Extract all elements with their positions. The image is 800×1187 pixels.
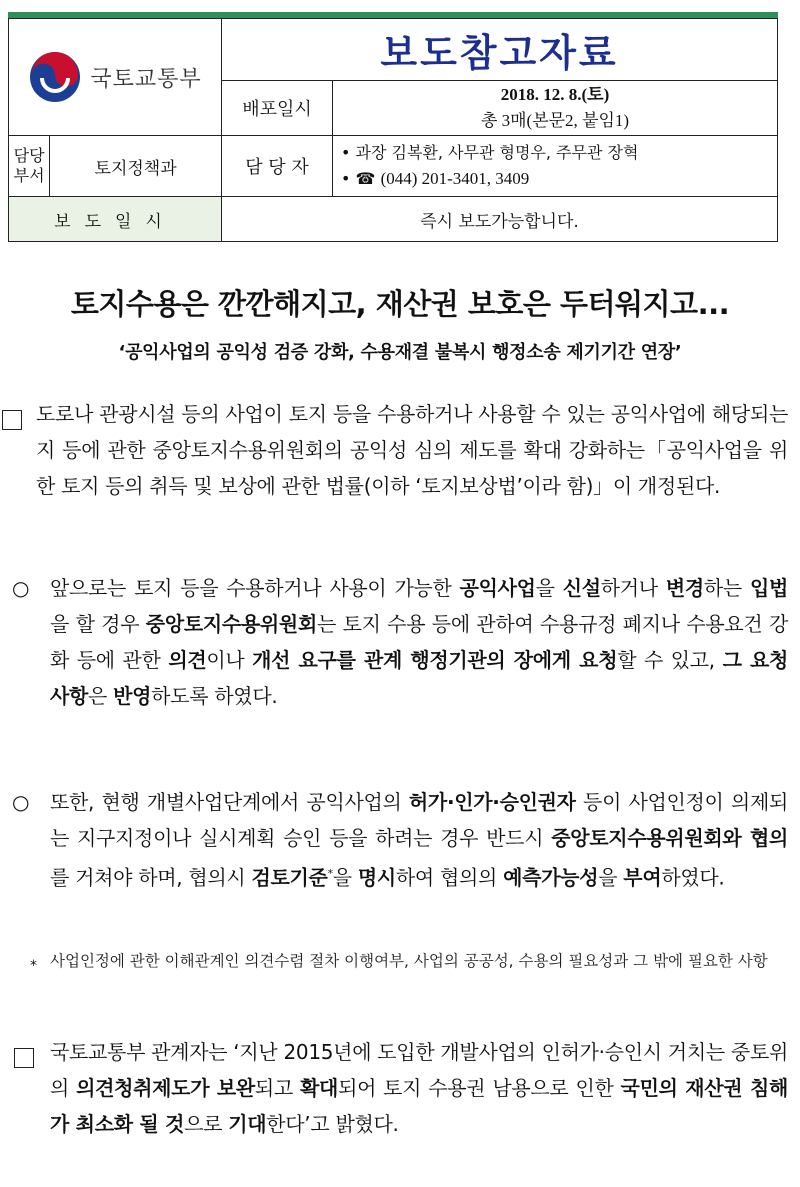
dist-date: 2018. 12. 8.(토) <box>500 84 610 104</box>
headline: 토지수용은 깐깐해지고, 재산권 보호은 두터워지고... <box>70 287 730 321</box>
body-paragraph-2: 앞으로는 토지 등을 수용하거나 사용이 가능한 공익사업을 신설하거나 변경하는 입법을 할 경우 중앙토지수용위원회는 토지 수용 등에 관하여 수용규정 폐지나 수용요건 강화 등에 관한 의견이나 개선 요구를 관계 행정기관의 장에게 요청할 수 있고, 그 요청 사항은 반영하도록 하였다. <box>50 576 788 708</box>
square-bullet-icon <box>14 1048 34 1068</box>
doc-type-cell <box>222 19 778 81</box>
contact-label: 담 당 자 <box>222 136 333 197</box>
ministry-name: 국토교통부 <box>90 65 202 91</box>
dept-name: 토지정책과 <box>50 136 222 197</box>
footnote: 사업인정에 관한 이해관계인 의견수렴 절차 이행여부, 사업의 공공성, 수용의 필요성과 그 밖에 필요한 사항 <box>50 952 768 970</box>
dept-label: 담당 부서 <box>9 136 50 197</box>
release-value: 즉시 보도가능합니다. <box>222 197 778 242</box>
dist-label: 배포일시 <box>222 80 333 135</box>
korea-taegeuk-logo-icon <box>28 50 82 104</box>
ministry-logo-cell <box>9 19 222 136</box>
contact-people: • 과장 김복환, 사무관 형명우, 주무관 장혁 <box>341 143 639 162</box>
body-paragraph-4: 국토교통부 관계자는 ‘지난 2015년에 도입한 개발사업의 인허가·승인시 거치는 중토위의 의견청취제도가 보완되고 확대되어 토지 수용권 남용으로 인한 국민의 재산권 침해가 최소화 될 것으로 기대한다’고 밝혔다. <box>50 1040 789 1136</box>
circle-bullet-icon: ○ <box>12 790 30 814</box>
subheadline: ‘공익사업의 공익성 검증 강화, 수용재결 불복시 행정소송 제기기간 연장’ <box>118 342 682 363</box>
square-bullet-icon <box>2 410 22 430</box>
contact-phone: (044) 201-3401, 3409 <box>380 169 530 188</box>
doc-type-title: 보도참고자료 <box>380 30 619 75</box>
phone-icon: ☎ <box>355 169 376 188</box>
body-paragraph-3: 또한, 현행 개별사업단계에서 공익사업의 허가·인가·승인권자 등이 사업인정이 의제되는 지구지정이나 실시계획 승인 등을 하려는 경우 반드시 중앙토지수용위원회와 협의를 거쳐야 하며, 협의시 검토기준*을 명시하여 협의의 예측가능성을 부여하였다. <box>50 790 788 890</box>
dist-date-cell <box>333 80 778 135</box>
release-label: 보도일시 <box>9 197 222 242</box>
footnote-mark: * <box>30 958 37 974</box>
body-paragraph-1: 도로나 관광시설 등의 사업이 토지 등을 수용하거나 사용할 수 있는 공익사업에 해당되는지 등에 관한 중앙토지수용위원회의 공익성 심의 제도를 확대 강화하는「공익사업을 위한 토지 등의 취득 및 보상에 관한 법률(이하 ‘토지보상법’이라 함)」이 개정된다. <box>36 402 788 498</box>
press-header-table <box>8 18 778 242</box>
contact-info: • 과장 김복환, 사무관 형명우, 주무관 장혁 • ☎ (044) 201-3401, 3409 <box>333 136 778 197</box>
page-count: 총 3매(본문2, 붙임1) <box>480 110 630 130</box>
circle-bullet-icon: ○ <box>12 576 30 600</box>
